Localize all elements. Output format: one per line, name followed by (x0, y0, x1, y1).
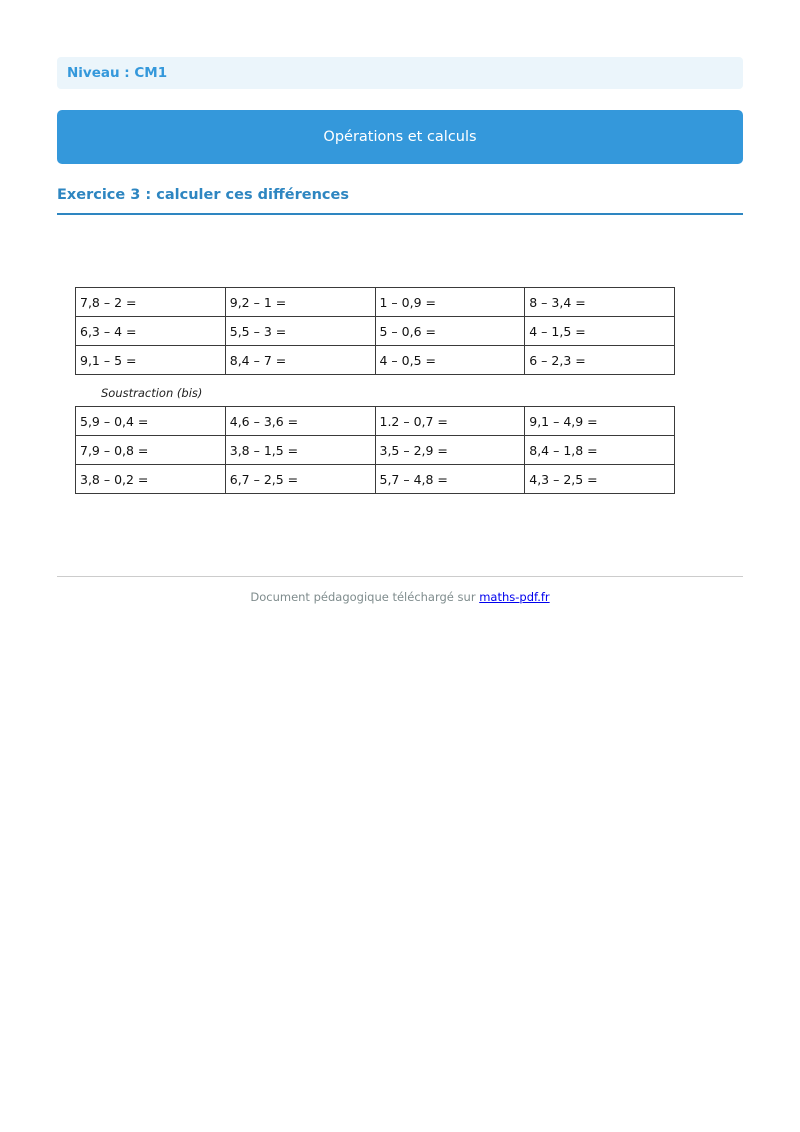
footer-link[interactable]: maths-pdf.fr (479, 590, 550, 604)
table-cell: 7,8 – 2 = (76, 288, 226, 317)
table-cell: 6,7 – 2,5 = (225, 465, 375, 494)
table-cell: 4,6 – 3,6 = (225, 407, 375, 436)
table-cell: 5,7 – 4,8 = (375, 465, 525, 494)
footer (57, 590, 743, 604)
table-row (76, 436, 675, 465)
table-cell: 4,3 – 2,5 = (525, 465, 675, 494)
table-cell: 9,1 – 5 = (76, 346, 226, 375)
table-cell: 6 – 2,3 = (525, 346, 675, 375)
table-cell: 3,5 – 2,9 = (375, 436, 525, 465)
table-cell: 5,9 – 0,4 = (76, 407, 226, 436)
table-cell: 1 – 0,9 = (375, 288, 525, 317)
table-row (76, 465, 675, 494)
table-row (76, 407, 675, 436)
table-cell: 4 – 1,5 = (525, 317, 675, 346)
table-cell: 5 – 0,6 = (375, 317, 525, 346)
footer-divider (57, 576, 743, 577)
table-row (76, 346, 675, 375)
table-cell: 8,4 – 7 = (225, 346, 375, 375)
table-cell: 3,8 – 0,2 = (76, 465, 226, 494)
table-cell: 1.2 – 0,7 = (375, 407, 525, 436)
table-cell: 3,8 – 1,5 = (225, 436, 375, 465)
table-cell: 8,4 – 1,8 = (525, 436, 675, 465)
table-cell: 5,5 – 3 = (225, 317, 375, 346)
table-cell: 6,3 – 4 = (76, 317, 226, 346)
table-cell: 7,9 – 0,8 = (76, 436, 226, 465)
subtraction-table-1 (75, 287, 675, 375)
table-cell: 9,1 – 4,9 = (525, 407, 675, 436)
table-cell: 4 – 0,5 = (375, 346, 525, 375)
exercise-title: Exercice 3 : calculer ces différences (57, 184, 743, 215)
footer-text: Document pédagogique téléchargé sur (250, 590, 480, 604)
table-row (76, 317, 675, 346)
page-title: Opérations et calculs (57, 110, 743, 164)
level-label: Niveau : CM1 (57, 57, 743, 89)
table-row (76, 288, 675, 317)
table-cell: 8 – 3,4 = (525, 288, 675, 317)
subtraction-table-2 (75, 406, 675, 494)
section-subtitle: Soustraction (bis) (101, 386, 203, 400)
table-cell: 9,2 – 1 = (225, 288, 375, 317)
